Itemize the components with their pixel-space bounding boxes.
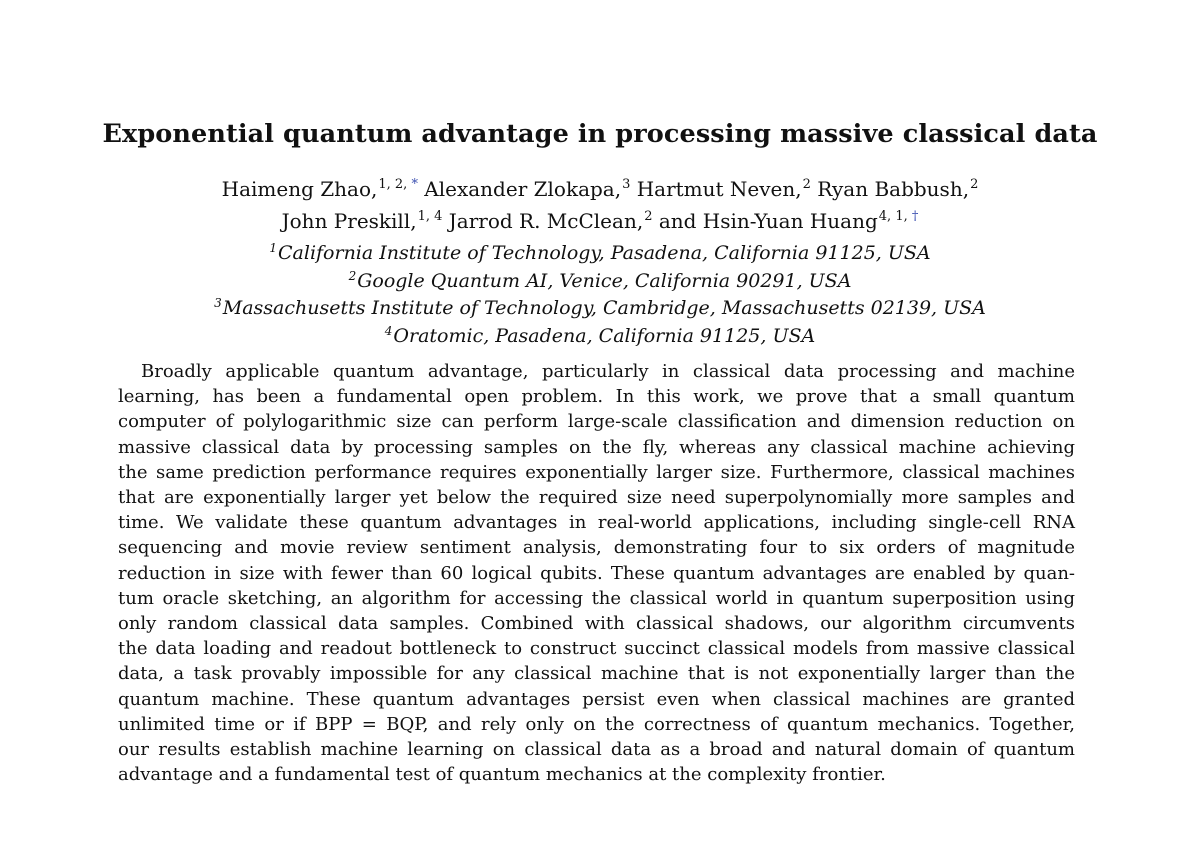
affiliation-number: 4 bbox=[384, 323, 393, 338]
author-name: Haimeng Zhao, bbox=[221, 177, 378, 201]
affiliation-marker: 1, 2, * bbox=[378, 177, 418, 192]
author-list bbox=[0, 175, 1200, 239]
affiliation-text: Massachusetts Institute of Technology, Cambridge, Massachusetts 02139, USA bbox=[222, 297, 986, 319]
affiliation-number: 3 bbox=[214, 296, 222, 310]
abstract-line: time. We validate these quantum advantages in real-world applications, including single-cell RNA bbox=[118, 512, 1075, 534]
affiliation-marker: 1, 4 bbox=[417, 209, 443, 224]
affiliation-text: California Institute of Technology, Pasadena, California 91125, USA bbox=[278, 242, 931, 264]
abstract-line: advantage and a fundamental test of quantum mechanics at the complexity frontier. bbox=[118, 764, 886, 786]
abstract-line: quantum machine. These quantum advantages persist even when classical machines are granted bbox=[118, 688, 1075, 710]
affiliation-list bbox=[0, 241, 1200, 351]
author-line-2 bbox=[0, 207, 1200, 239]
affiliation-marker: 2 bbox=[802, 177, 811, 192]
corresponding-mark[interactable]: † bbox=[911, 209, 919, 224]
abstract-line: only random classical data samples. Combined with classical shadows, our algorithm circumvents bbox=[118, 613, 1075, 635]
abstract-line: our results establish machine learning on classical data as a broad and natural domain of quantum bbox=[118, 739, 1075, 761]
abstract-line: learning, has been a fundamental open problem. In this work, we prove that a small quantum bbox=[118, 386, 1075, 408]
affiliation-text: Google Quantum AI, Venice, California 90291, USA bbox=[357, 269, 852, 292]
author-name: Alexander Zlokapa, bbox=[424, 177, 622, 201]
abstract-line: the same prediction performance requires exponentially larger size. Furthermore, classical machines bbox=[118, 461, 1075, 483]
affiliation-number: 1 bbox=[269, 241, 277, 255]
author bbox=[659, 209, 919, 233]
author-line-1 bbox=[0, 175, 1200, 207]
author bbox=[282, 209, 443, 233]
abstract-line: Broadly applicable quantum advantage, particularly in classical data processing and machine bbox=[141, 361, 1075, 382]
abstract-line: data, a task provably impossible for any classical machine that is not exponentially larger than the bbox=[118, 663, 1075, 685]
affiliation bbox=[0, 296, 1200, 324]
affiliation bbox=[0, 324, 1200, 352]
author bbox=[222, 177, 418, 201]
author-name: Ryan Babbush, bbox=[817, 177, 970, 201]
affiliation bbox=[0, 269, 1200, 297]
abstract-line: that are exponentially larger yet below the required size need superpolynomially more samples and bbox=[118, 487, 1075, 509]
abstract bbox=[118, 359, 1075, 787]
abstract-line: computer of polylogarithmic size can perform large-scale classification and dimension reduction on bbox=[118, 411, 1075, 433]
author-name: and Hsin-Yuan Huang bbox=[658, 209, 878, 233]
affiliation-marker: 4, 1, † bbox=[878, 209, 919, 224]
author-name: John Preskill, bbox=[281, 209, 417, 233]
affiliation-text: Oratomic, Pasadena, California 91125, USA bbox=[393, 324, 816, 347]
abstract-line: reduction in size with fewer than 60 logical qubits. These quantum advantages are enabled by quan- bbox=[118, 562, 1075, 584]
author-name: Jarrod R. McClean, bbox=[448, 209, 644, 233]
abstract-line: tum oracle sketching, an algorithm for accessing the classical world in quantum superposition using bbox=[118, 587, 1075, 609]
abstract-line: unlimited time or if BPP = BQP, and rely only on the correctness of quantum mechanics. Together, bbox=[118, 713, 1075, 735]
affiliation-marker: 2 bbox=[644, 209, 653, 224]
paper-title: Exponential quantum advantage in processing massive classical data bbox=[102, 119, 1098, 149]
abstract-line: sequencing and movie review sentiment analysis, demonstrating four to six orders of magnitude bbox=[118, 537, 1075, 559]
abstract-line: massive classical data by processing samples on the fly, whereas any classical machine achieving bbox=[118, 436, 1075, 458]
abstract-line: the data loading and readout bottleneck to construct succinct classical models from massive classical bbox=[118, 638, 1075, 660]
affiliation-marker: 2 bbox=[970, 177, 979, 192]
author bbox=[637, 177, 811, 201]
affiliation-marker: 3 bbox=[622, 177, 631, 192]
affiliation-number: 2 bbox=[348, 268, 357, 283]
author bbox=[449, 209, 653, 233]
corresponding-mark[interactable]: * bbox=[411, 177, 418, 192]
author-name: Hartmut Neven, bbox=[636, 177, 802, 201]
author bbox=[817, 177, 978, 201]
affiliation bbox=[0, 241, 1200, 269]
author bbox=[424, 177, 630, 201]
